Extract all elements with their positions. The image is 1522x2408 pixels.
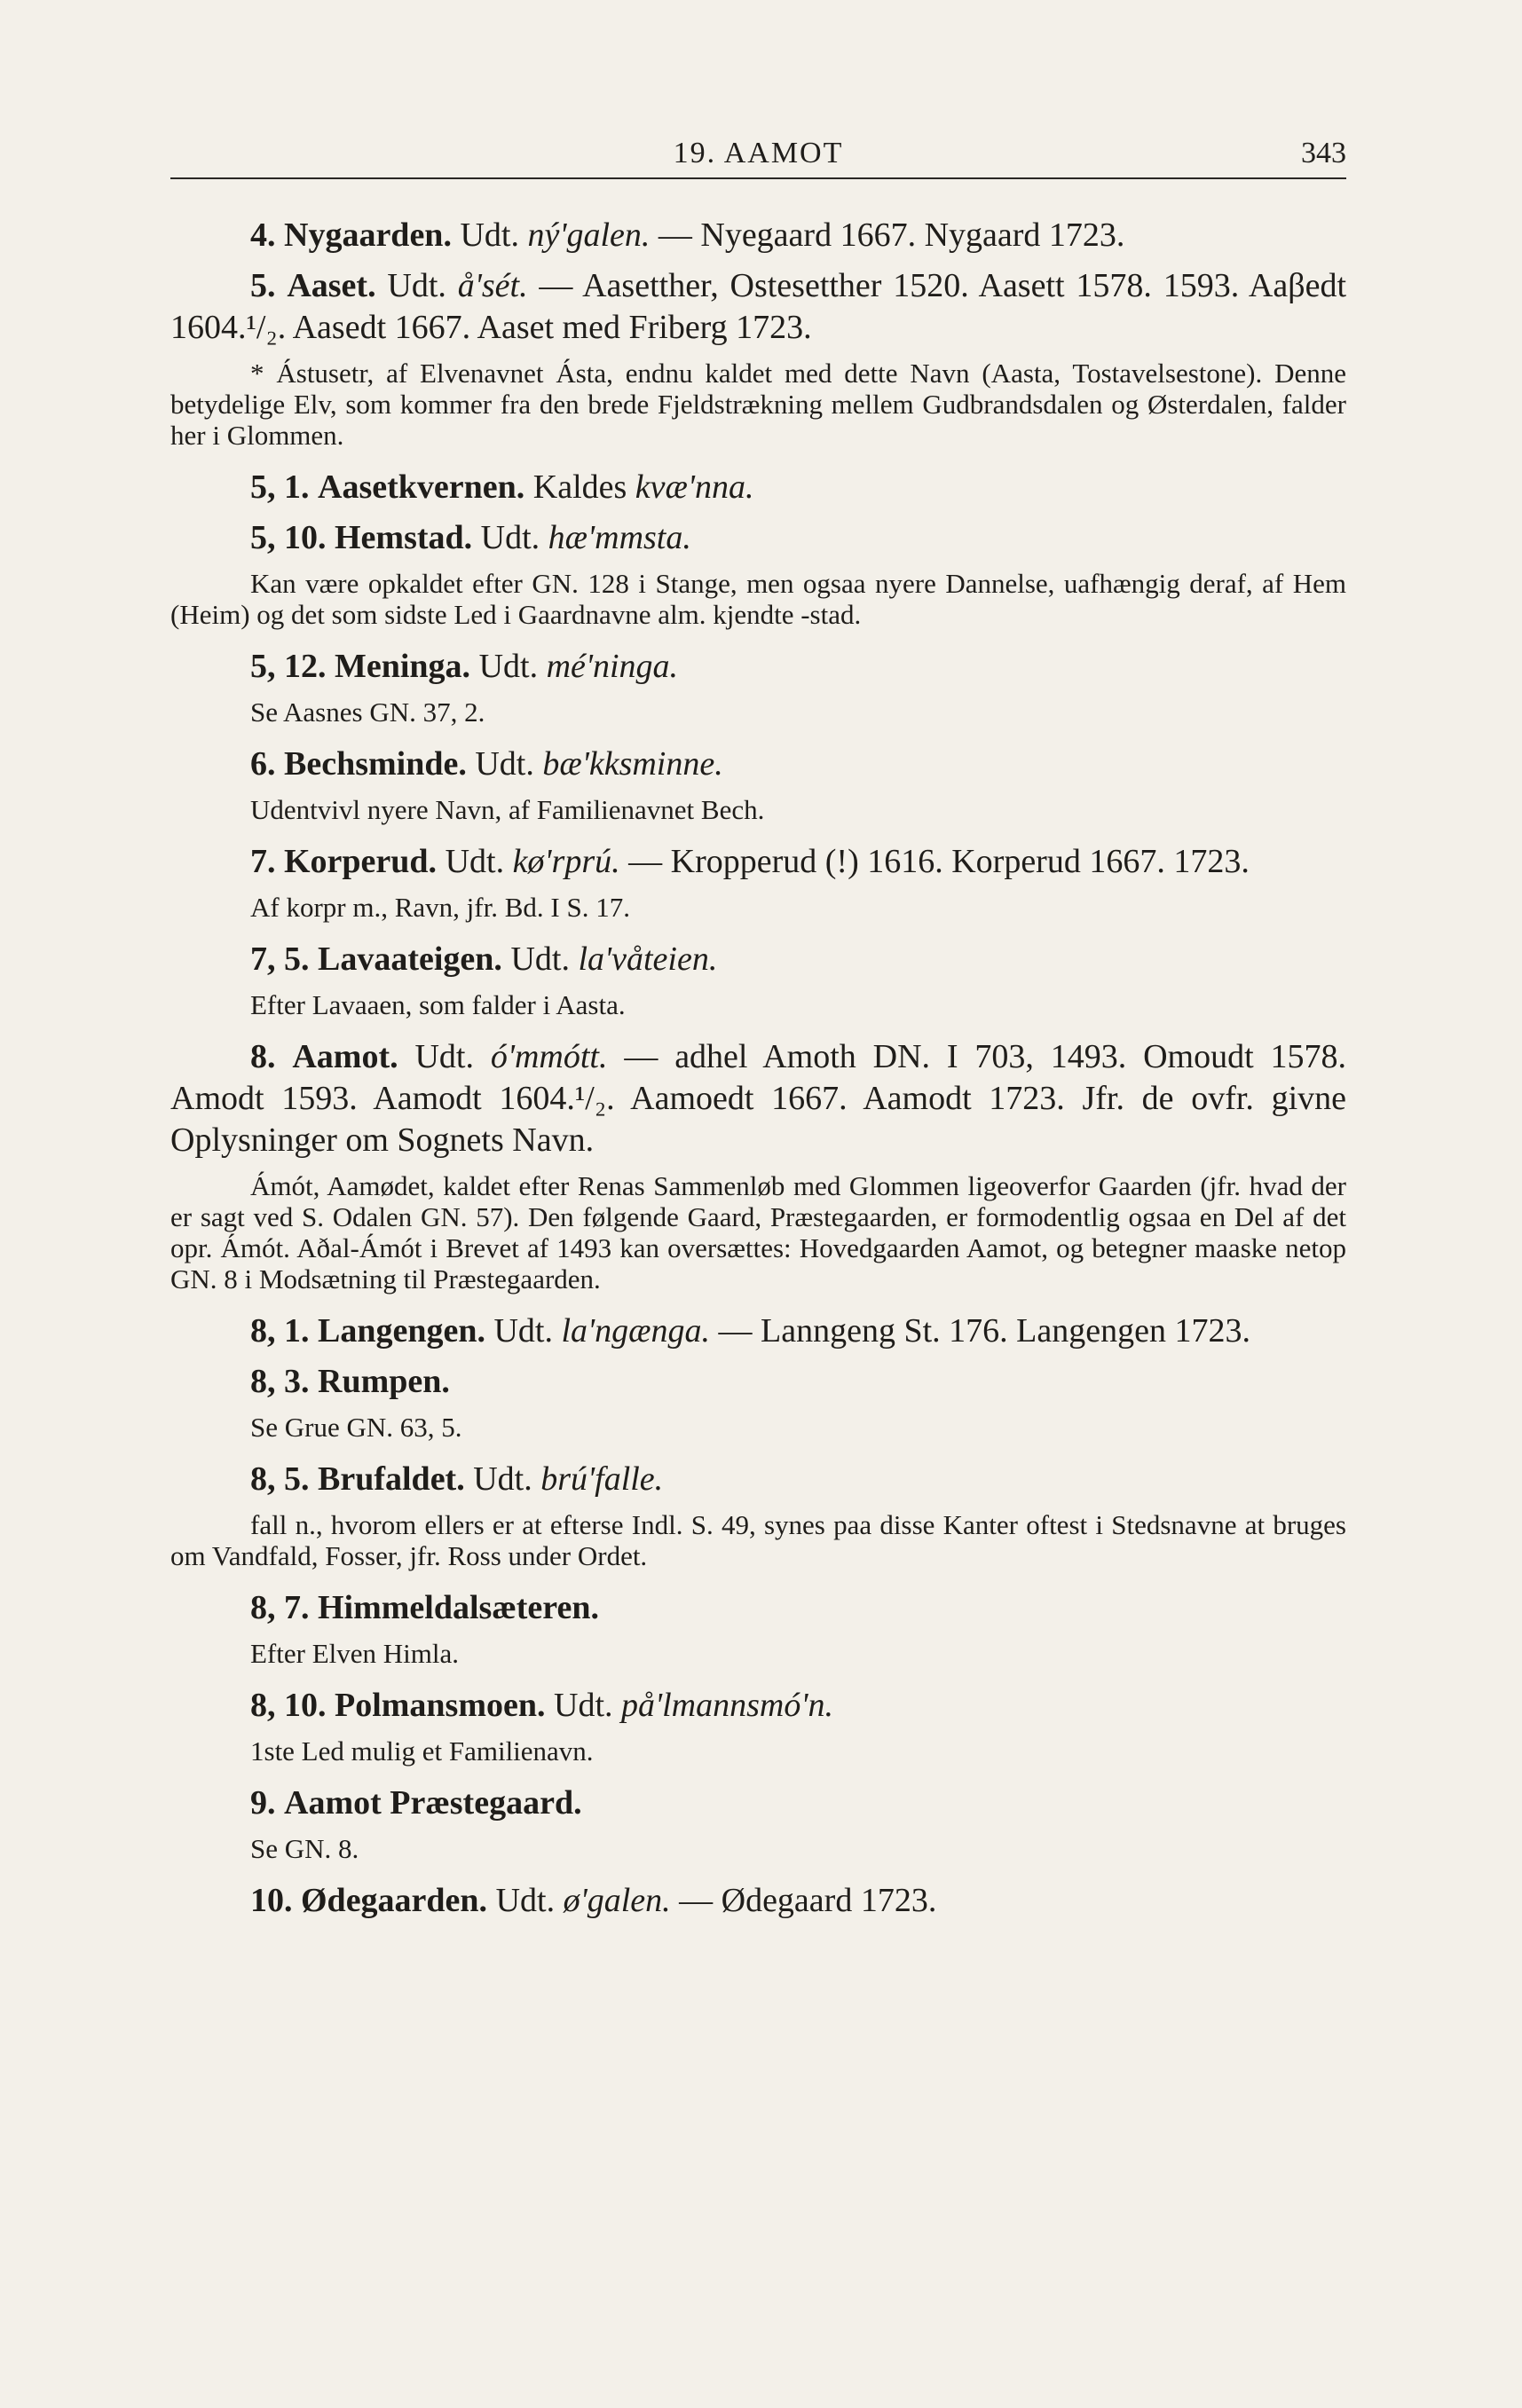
page [170, 133, 1346, 1931]
entry-heading [170, 1361, 1346, 1403]
farm-name: Rumpen. [318, 1363, 450, 1400]
farm-entry [170, 1880, 1346, 1922]
historical-forms: — Nyegaard 1667. Nygaard 1723. [650, 216, 1125, 254]
entry-heading [170, 265, 1346, 349]
entry-heading [170, 646, 1346, 688]
entry-note: Efter Lavaaen, som falder i Aasta. [250, 989, 626, 1020]
farm-name: Brufaldet. [318, 1460, 465, 1498]
pronunciation: på'lmannsmó'n. [621, 1687, 833, 1724]
pronunciation: ný'galen. [527, 216, 651, 254]
entry-note: Efter Elven Himla. [250, 1638, 459, 1669]
entry-number: 8, 10. [250, 1687, 327, 1724]
pronunciation: bæ'kksminne. [542, 745, 723, 783]
entry-heading [170, 1782, 1346, 1824]
farm-name: Nygaarden. [284, 216, 452, 254]
farm-name: Aamot Præstegaard. [284, 1784, 582, 1822]
entry-note: * Ástusetr, af Elvenavnet Ásta, endnu kaldet med dette Navn (Aasta, Tostavelsestone). Denne betydelige Elv, som kommer fra den brede Fjeldstrækning mellem Gudbrandsdalen og Østerdalen, falder her i Glommen. [170, 358, 1346, 451]
pronunciation: mé'ninga. [546, 648, 679, 685]
entry-heading [170, 841, 1346, 883]
farm-entry [170, 1361, 1346, 1443]
pronunciation-prefix: Udt. [398, 1038, 491, 1075]
entry-number: 6. [250, 745, 276, 783]
farm-name: Aamot. [292, 1038, 398, 1075]
entry-heading [170, 1880, 1346, 1922]
pronunciation-prefix: Udt. [487, 1882, 564, 1919]
farm-name: Bechsminde. [284, 745, 467, 783]
farm-name: Polmansmoen. [335, 1687, 546, 1724]
historical-forms: — Aasetther, Ostesetther 1520. Aasett 1578. 1593. Aaβedt 1604.¹/₂. Aasedt 1667. Aaset med Friberg 1723. [170, 267, 1346, 346]
farm-entry [170, 841, 1346, 923]
pronunciation-prefix: Udt. [485, 1312, 562, 1350]
entry-note: Ámót, Aamødet, kaldet efter Renas Sammenløb med Glommen ligeoverfor Gaarden (jfr. hvad der er sagt ved S. Odalen GN. 57). Den følgende Gaard, Præstegaarden, er formodentlig ogsaa en Del af det opr. Ámót. Aðal-Ámót i Brevet af 1493 kan oversættes: Hovedgaarden Aamot, og betegner maaske netop GN. 8 i Modsætning til Præstegaarden. [170, 1170, 1346, 1294]
pronunciation: ø'galen. [563, 1882, 671, 1919]
farm-entry [170, 744, 1346, 825]
entry-number: 8, 3. [250, 1363, 310, 1400]
farm-entry [170, 1685, 1346, 1767]
entry-number: 10. [250, 1882, 293, 1919]
running-title: 19. AAMOT [673, 137, 844, 169]
farm-entry [170, 939, 1346, 1020]
entry-number: 5, 10. [250, 519, 327, 556]
farm-entry [170, 265, 1346, 451]
farm-name: Korperud. [284, 843, 438, 880]
entry-number: 5, 1. [250, 468, 310, 506]
farm-entry [170, 467, 1346, 508]
farm-entry [170, 215, 1346, 256]
pronunciation: å'sét. [457, 267, 528, 304]
farm-entry [170, 1310, 1346, 1352]
entry-number: 8, 7. [250, 1589, 310, 1626]
historical-forms: — Lanngeng St. 176. Langengen 1723. [710, 1312, 1250, 1350]
page-number: 343 [1301, 137, 1346, 169]
pronunciation: hæ'mmsta. [548, 519, 691, 556]
farm-name: Aaset. [287, 267, 376, 304]
pronunciation-prefix: Udt. [437, 843, 513, 880]
pronunciation-prefix: Udt. [545, 1687, 621, 1724]
pronunciation-prefix: Udt. [466, 745, 543, 783]
entry-number: 9. [250, 1784, 276, 1822]
entries-list [170, 215, 1346, 1922]
entry-note: fall n., hvorom ellers er at efterse Indl. S. 49, synes paa disse Kanter oftest i Stedsnavne at bruges om Vandfald, Fosser, jfr. Ross under Ordet. [170, 1509, 1346, 1571]
historical-forms: — Kropperud (!) 1616. Korperud 1667. 1723. [619, 843, 1250, 880]
entry-heading [170, 517, 1346, 559]
entry-heading [170, 1036, 1346, 1161]
pronunciation-prefix: Udt. [451, 216, 528, 254]
entry-heading [170, 1587, 1346, 1629]
farm-name: Hemstad. [335, 519, 473, 556]
entry-note: Se GN. 8. [250, 1833, 359, 1864]
entry-heading [170, 1685, 1346, 1727]
entry-heading [170, 467, 1346, 508]
pronunciation: la'ngænga. [561, 1312, 711, 1350]
historical-forms: — Ødegaard 1723. [670, 1882, 937, 1919]
entry-note: Se Aasnes GN. 37, 2. [250, 696, 485, 728]
farm-entry [170, 1782, 1346, 1864]
pronunciation-prefix: Udt. [464, 1460, 541, 1498]
pronunciation: kø'rprú. [512, 843, 620, 880]
entry-heading [170, 1459, 1346, 1500]
farm-entry [170, 517, 1346, 630]
entry-heading [170, 215, 1346, 256]
pronunciation-prefix: Kaldes [524, 468, 635, 506]
entry-note: Kan være opkaldet efter GN. 128 i Stange, men ogsaa nyere Dannelse, uafhængig deraf, af Hem (Heim) og det som sidste Led i Gaardnavne alm. kjendte -stad. [170, 568, 1346, 630]
farm-entry [170, 646, 1346, 728]
farm-name: Langengen. [318, 1312, 485, 1350]
farm-name: Himmeldalsæteren. [318, 1589, 599, 1626]
historical-forms: — adhel Amoth DN. I 703, 1493. Omoudt 1578. Amodt 1593. Aamodt 1604.¹/₂. Aamoedt 1667. Aamodt 1723. Jfr. de ovfr. givne Oplysninger om Sognets Navn. [170, 1038, 1347, 1159]
pronunciation: kvæ'nna. [635, 468, 754, 506]
farm-entry [170, 1587, 1346, 1669]
entry-heading [170, 744, 1346, 785]
farm-name: Meninga. [335, 648, 471, 685]
entry-number: 7. [250, 843, 276, 880]
pronunciation: brú'falle. [540, 1460, 664, 1498]
entry-number: 5. [250, 267, 276, 304]
entry-note: 1ste Led mulig et Familienavn. [250, 1735, 594, 1767]
entry-heading [170, 1310, 1346, 1352]
pronunciation: la'våteien. [578, 940, 718, 978]
entry-number: 5, 12. [250, 648, 327, 685]
pronunciation-prefix: Udt. [375, 267, 458, 304]
page-header [170, 133, 1346, 179]
entry-number: 7, 5. [250, 940, 310, 978]
pronunciation-prefix: Udt. [501, 940, 579, 978]
pronunciation-prefix: Udt. [470, 648, 547, 685]
entry-note: Udentvivl nyere Navn, af Familienavnet Bech. [250, 794, 765, 825]
entry-number: 8. [250, 1038, 276, 1075]
farm-name: Aasetkvernen. [318, 468, 525, 506]
entry-heading [170, 939, 1346, 980]
farm-name: Lavaateigen. [318, 940, 502, 978]
entry-note: Se Grue GN. 63, 5. [250, 1412, 462, 1443]
entry-number: 4. [250, 216, 276, 254]
farm-entry [170, 1459, 1346, 1571]
entry-number: 8, 5. [250, 1460, 310, 1498]
entry-note: Af korpr m., Ravn, jfr. Bd. I S. 17. [250, 892, 630, 923]
entry-number: 8, 1. [250, 1312, 310, 1350]
pronunciation-prefix: Udt. [472, 519, 548, 556]
farm-entry [170, 1036, 1346, 1294]
farm-name: Ødegaarden. [301, 1882, 488, 1919]
pronunciation: ó'mmótt. [490, 1038, 608, 1075]
